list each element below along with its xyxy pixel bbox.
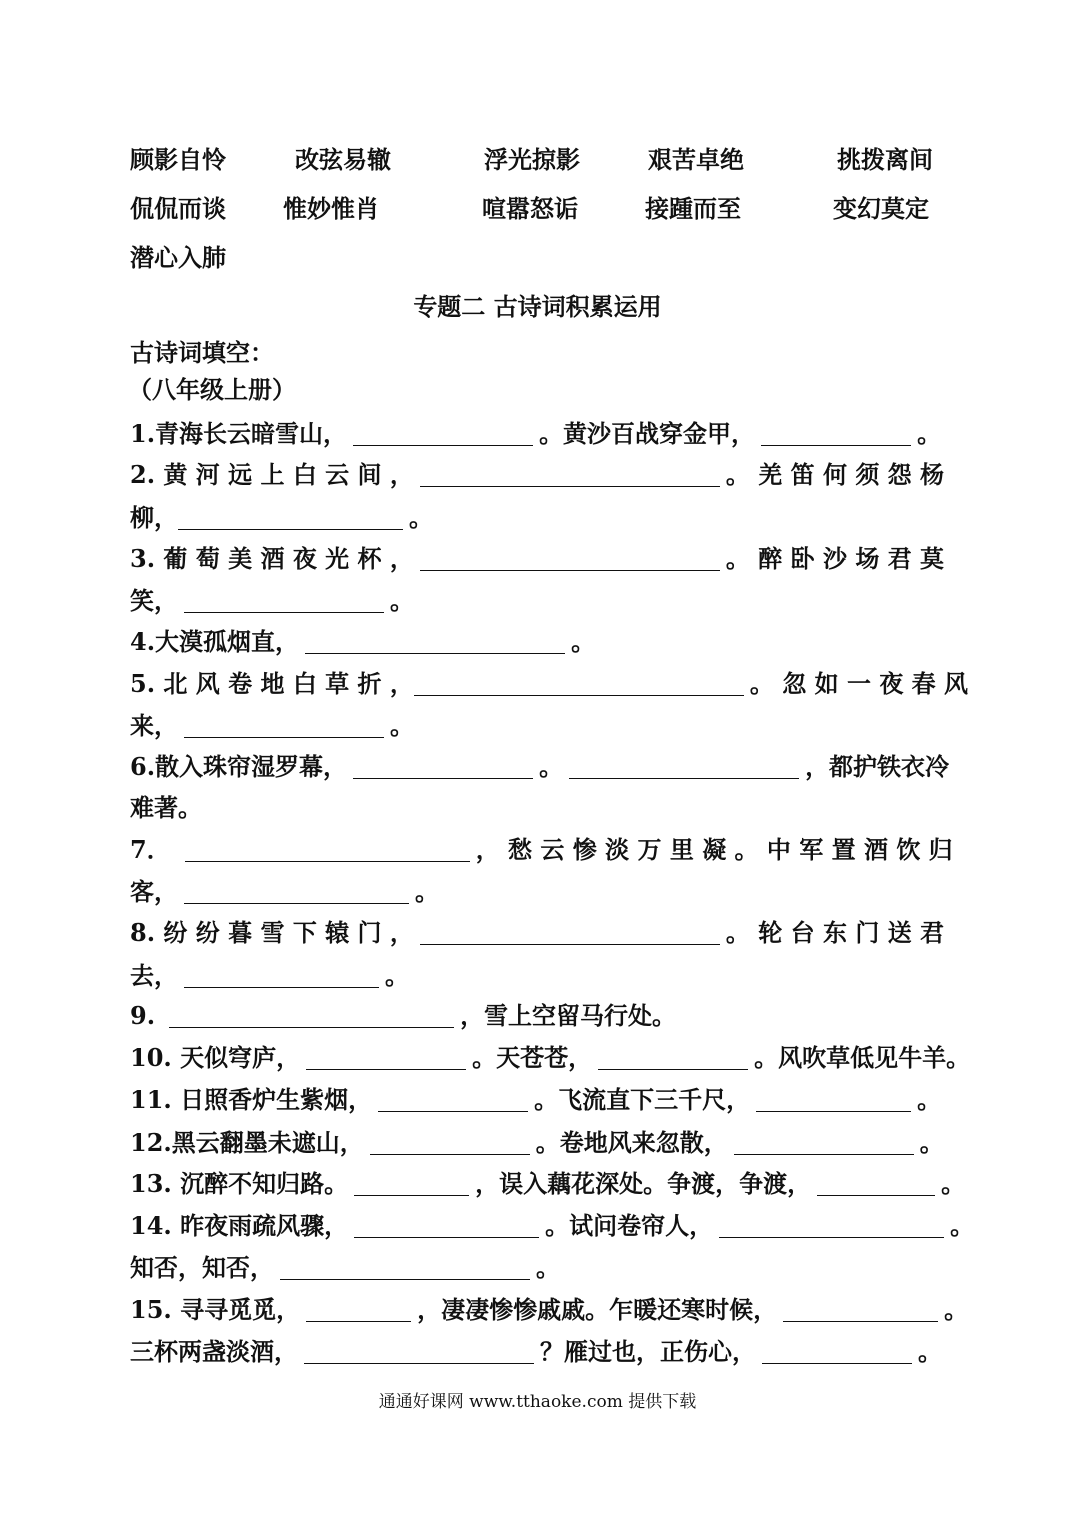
answer-blank[interactable] bbox=[817, 1173, 935, 1196]
idiom: 潜心入肺 bbox=[130, 243, 226, 272]
answer-blank[interactable] bbox=[306, 1299, 411, 1322]
grade-label: （八年级上册） bbox=[128, 375, 296, 404]
question-5-cont: 来， 。 bbox=[130, 711, 414, 740]
idiom-row-3 bbox=[130, 242, 945, 274]
page-footer: 通通好课网 www.tthaoke.com 提供下载 bbox=[378, 1392, 697, 1412]
idiom: 惟妙惟肖 bbox=[283, 194, 379, 223]
answer-blank[interactable] bbox=[280, 1257, 530, 1280]
idiom-row-2 bbox=[130, 193, 945, 225]
question-15: 15. 寻寻觅觅， ，凄凄惨惨戚戚。乍暖还寒时候， 。 bbox=[130, 1295, 969, 1324]
answer-blank[interactable] bbox=[719, 1215, 944, 1238]
answer-blank[interactable] bbox=[378, 1089, 528, 1112]
answer-blank[interactable] bbox=[420, 922, 720, 945]
idiom: 顾影自怜 bbox=[130, 145, 226, 174]
answer-blank[interactable] bbox=[370, 1132, 530, 1155]
idiom: 接踵而至 bbox=[645, 194, 741, 223]
question-2: 2. 黄 河 远 上 白 云 间 ， 。 羌 笛 何 须 怨 杨 bbox=[130, 460, 945, 489]
answer-blank[interactable] bbox=[756, 1089, 911, 1112]
question-8: 8. 纷 纷 暮 雪 下 辕 门 ， 。 轮 台 东 门 送 君 bbox=[130, 918, 945, 947]
question-14-cont: 知否，知否， 。 bbox=[130, 1253, 560, 1282]
answer-blank[interactable] bbox=[353, 756, 533, 779]
answer-blank[interactable] bbox=[185, 839, 470, 862]
idiom: 侃侃而谈 bbox=[130, 194, 226, 223]
idiom: 艰苦卓绝 bbox=[648, 145, 744, 174]
question-6: 6.散入珠帘湿罗幕， 。 ，都护铁衣冷 bbox=[130, 752, 950, 781]
idiom-row-1 bbox=[130, 144, 945, 176]
question-7: 7． ， 愁 云 惨 淡 万 里 凝 。 中 军 置 酒 饮 归 bbox=[130, 835, 953, 864]
idiom: 挑拨离间 bbox=[837, 145, 933, 174]
question-2-cont: 柳， 。 bbox=[130, 503, 433, 532]
answer-blank[interactable] bbox=[184, 881, 409, 904]
question-3: 3. 葡 萄 美 酒 夜 光 杯 ， 。 醉 卧 沙 场 君 莫 bbox=[130, 544, 945, 573]
question-8-cont: 去， 。 bbox=[130, 961, 409, 990]
question-1: 1.青海长云暗雪山， 。黄沙百战穿金甲， 。 bbox=[130, 419, 942, 448]
answer-blank[interactable] bbox=[420, 464, 720, 487]
answer-blank[interactable] bbox=[169, 1005, 454, 1028]
answer-blank[interactable] bbox=[305, 631, 565, 654]
answer-blank[interactable] bbox=[761, 423, 911, 446]
question-3-cont: 笑， 。 bbox=[130, 586, 414, 615]
question-15-cont: 三杯两盏淡酒， ？雁过也，正伤心， 。 bbox=[130, 1337, 942, 1366]
answer-blank[interactable] bbox=[783, 1299, 938, 1322]
question-9: 9. ，雪上空留马行处。 bbox=[130, 1001, 677, 1030]
section-title: 专题二 古诗词积累运用 bbox=[413, 292, 662, 321]
question-4: 4.大漠孤烟直， 。 bbox=[130, 627, 596, 656]
idiom: 改弦易辙 bbox=[295, 145, 391, 174]
answer-blank[interactable] bbox=[569, 756, 799, 779]
answer-blank[interactable] bbox=[762, 1341, 912, 1364]
idiom: 变幻莫定 bbox=[833, 194, 929, 223]
question-6-cont: 难著。 bbox=[130, 793, 202, 822]
idiom: 喧嚣怒诟 bbox=[482, 194, 578, 223]
answer-blank[interactable] bbox=[184, 965, 379, 988]
question-5: 5. 北 风 卷 地 白 草 折 ， 。 忽 如 一 夜 春 风 bbox=[130, 669, 969, 698]
answer-blank[interactable] bbox=[734, 1132, 914, 1155]
question-11: 11. 日照香炉生紫烟， 。飞流直下三千尺， 。 bbox=[130, 1085, 942, 1114]
answer-blank[interactable] bbox=[306, 1047, 466, 1070]
answer-blank[interactable] bbox=[178, 507, 403, 530]
question-12: 12.黑云翻墨未遮山， 。卷地风来忽散， 。 bbox=[130, 1128, 944, 1157]
answer-blank[interactable] bbox=[420, 548, 720, 571]
question-10: 10. 天似穹庐， 。天苍苍， 。风吹草低见牛羊。 bbox=[130, 1043, 971, 1072]
answer-blank[interactable] bbox=[354, 1215, 539, 1238]
fill-heading: 古诗词填空： bbox=[130, 338, 274, 367]
answer-blank[interactable] bbox=[414, 673, 744, 696]
question-7-cont: 客， 。 bbox=[130, 877, 439, 906]
idiom: 浮光掠影 bbox=[484, 145, 580, 174]
answer-blank[interactable] bbox=[304, 1341, 534, 1364]
answer-blank[interactable] bbox=[354, 1173, 469, 1196]
answer-blank[interactable] bbox=[184, 715, 384, 738]
answer-blank[interactable] bbox=[598, 1047, 748, 1070]
question-13: 13. 沉醉不知归路。 ，误入藕花深处。争渡，争渡， 。 bbox=[130, 1169, 966, 1198]
answer-blank[interactable] bbox=[184, 590, 384, 613]
question-14: 14. 昨夜雨疏风骤， 。试问卷帘人， 。 bbox=[130, 1211, 975, 1240]
answer-blank[interactable] bbox=[353, 423, 533, 446]
